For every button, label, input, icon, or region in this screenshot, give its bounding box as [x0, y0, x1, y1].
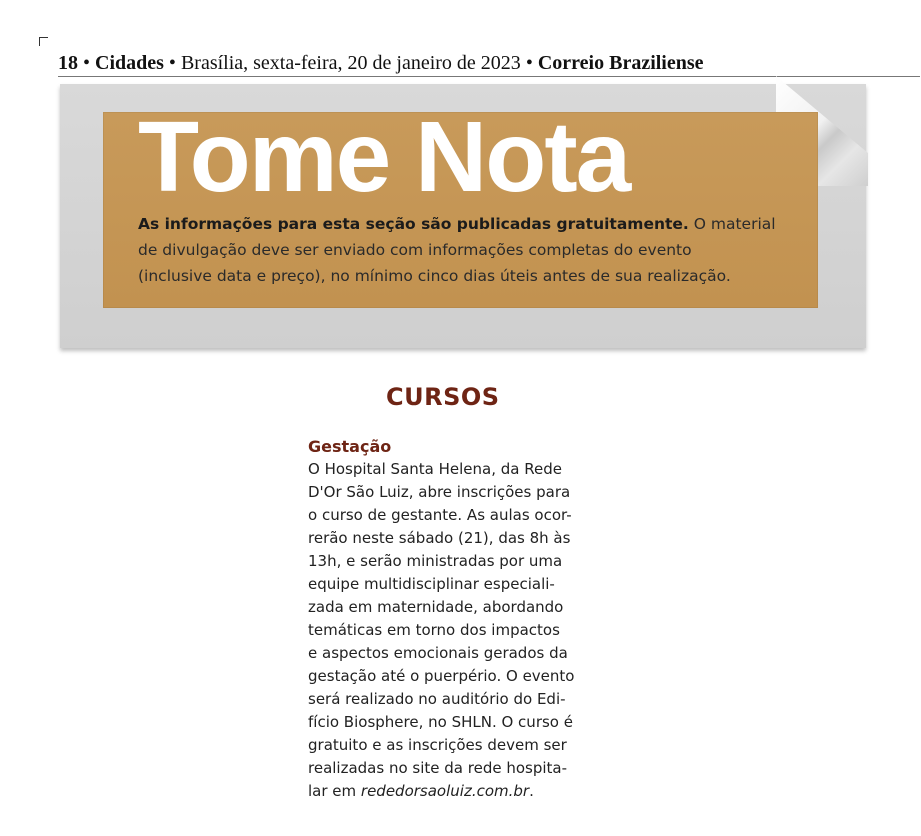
note-lead: As informações para esta seção são publicadas gratuitamente.	[138, 215, 689, 233]
article-line: o curso de gestante. As aulas ocor-	[308, 506, 572, 524]
article-line: e aspectos emocionais gerados da	[308, 644, 568, 662]
header-separator: •	[83, 52, 91, 74]
header-separator: •	[168, 52, 176, 74]
article-line: será realizado no auditório do Edi-	[308, 690, 566, 708]
note-line3: (inclusive data e preço), no mínimo cinco dias úteis antes de sua realização.	[138, 267, 731, 285]
article-line: gratuito e as inscrições devem ser	[308, 736, 567, 754]
publication-name: Correio Braziliense	[537, 52, 704, 74]
article-line: equipe multidisciplinar especiali-	[308, 575, 555, 593]
section-name: Cidades	[95, 52, 164, 74]
article-title: Gestação	[308, 437, 392, 456]
article-last-line	[308, 780, 566, 803]
article-line: temáticas em torno dos impactos	[308, 621, 560, 639]
section-title: CURSOS	[386, 383, 500, 411]
article-line: zada em maternidade, abordando	[308, 598, 564, 616]
article-body	[308, 458, 575, 803]
article-last-suffix: .	[529, 782, 534, 800]
article-last-prefix: lar em	[308, 782, 361, 800]
article-line: O Hospital Santa Helena, da Rede	[308, 460, 562, 478]
note-title: Tome Nota	[138, 101, 630, 213]
header-rule	[58, 76, 920, 77]
page-number: 18	[58, 52, 78, 74]
article-line: realizadas no site da rede hospita-	[308, 759, 568, 777]
article-line: gestação até o puerpério. O evento	[308, 667, 575, 685]
article-line: rerão neste sábado (21), das 8h às	[308, 529, 571, 547]
note-line2: de divulgação deve ser enviado com informações completas do evento	[138, 241, 692, 259]
article-line: D'Or São Luiz, abre inscrições para	[308, 483, 571, 501]
note-intro	[138, 211, 798, 289]
crop-mark	[39, 37, 48, 46]
article-line: fício Biosphere, no SHLN. O curso é	[308, 713, 573, 731]
note-line1-rest: O material	[688, 215, 776, 233]
header-separator: •	[525, 52, 533, 74]
page-header	[58, 52, 704, 75]
dateline: Brasília, sexta-feira, 20 de janeiro de 2023	[180, 52, 521, 74]
article-line: 13h, e serão ministradas por uma	[308, 552, 563, 570]
website-link[interactable]: rededorsaoluiz.com.br	[360, 782, 530, 800]
